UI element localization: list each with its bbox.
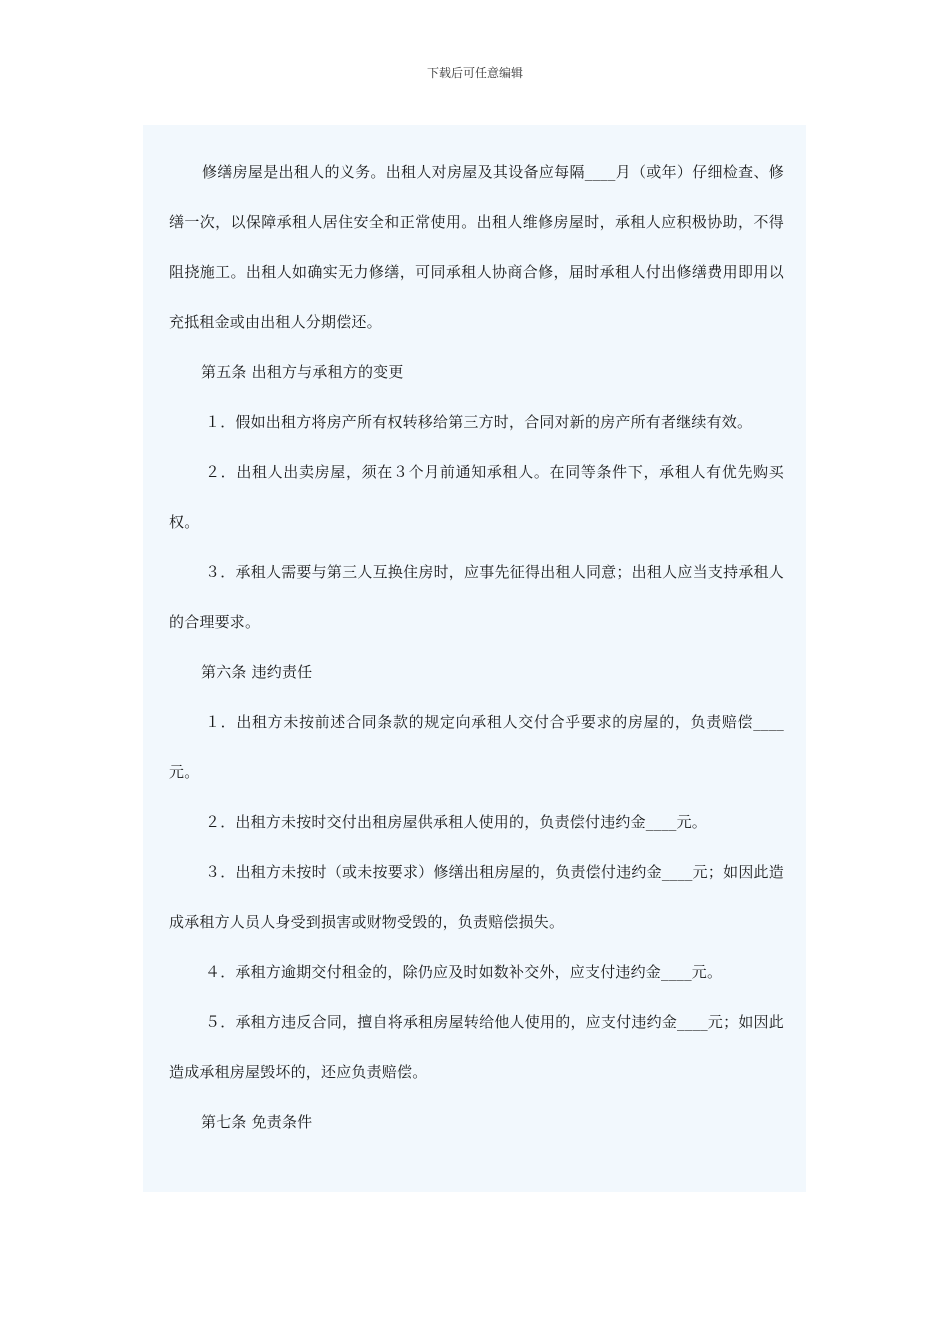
clause-6-1: １．出租方未按前述合同条款的规定向承租人交付合乎要求的房屋的，负责赔偿____元。 [169,713,784,781]
clause-5-3: ３．承租人需要与第三人互换住房时，应事先征得出租人同意；出租人应当支持承租人的合理要求。 [169,563,784,631]
clause-6-4: ４．承租方逾期交付租金的，除仍应及时如数补交外，应支付违约金____元。 [205,963,723,981]
clause-5-2: ２．出租人出卖房屋，须在３个月前通知承租人。在同等条件下，承租人有优先购买权。 [169,463,784,531]
clause-5-1: １．假如出租方将房产所有权转移给第三方时，合同对新的房产所有者继续有效。 [205,413,753,431]
heading-article-6: 第六条 违约责任 [201,663,313,681]
heading-article-5: 第五条 出租方与承租方的变更 [201,363,404,381]
document-body [143,125,806,1192]
clause-6-2: ２．出租方未按时交付出租房屋供承租人使用的，负责偿付违约金____元。 [205,813,708,831]
paragraph-repair-duty: 修缮房屋是出租人的义务。出租人对房屋及其设备应每隔____月（或年）仔细检查、修缮一次，以保障承租人居住安全和正常使用。出租人维修房屋时，承租人应积极协助，不得阻挠施工。出租人如确实无力修缮，可同承租人协商合修，届时承租人付出修缮费用即用以充抵租金或由出租人分期偿还。 [169,163,784,331]
clause-6-3: ３．出租方未按时（或未按要求）修缮出租房屋的，负责偿付违约金____元；如因此造成承租方人员人身受到损害或财物受毁的，负责赔偿损失。 [169,863,784,931]
clause-6-5: ５．承租方违反合同，擅自将承租房屋转给他人使用的，应支付违约金____元；如因此造成承租房屋毁坏的，还应负责赔偿。 [169,1013,784,1081]
page-header: 下载后可任意编辑 [426,66,523,80]
heading-article-7: 第七条 免责条件 [201,1113,313,1131]
